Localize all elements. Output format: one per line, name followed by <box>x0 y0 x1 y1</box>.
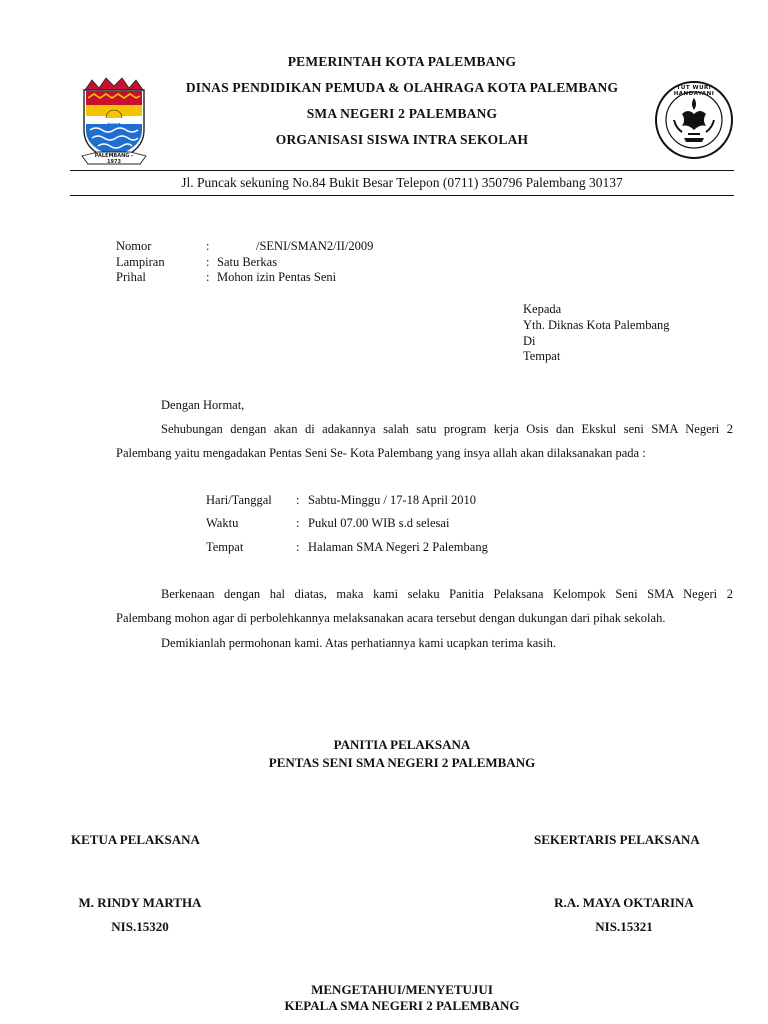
header-organization: ORGANISASI SISWA INTRA SEKOLAH <box>275 132 529 147</box>
approval-title: MENGETAHUI/MENYETUJUI <box>311 982 493 997</box>
lampiran-value: Satu Berkas <box>217 255 278 269</box>
detail-value-place: Halaman SMA Negeri 2 Palembang <box>308 540 488 554</box>
paragraph-2-line-1: Berkenaan dengan hal diatas, maka kami selaku Panitia Pelaksana Kelompok Seni SMA Negeri 2 <box>161 587 733 601</box>
header-school: SMA NEGERI 2 PALEMBANG <box>306 106 498 121</box>
lampiran-colon: : <box>206 255 210 269</box>
right-signatory-title: SEKERTARIS PELAKSANA <box>534 832 700 847</box>
detail-value-time: Pukul 07.00 WIB s.d selesai <box>308 516 450 530</box>
right-signatory-name: R.A. MAYA OKTARINA <box>554 895 694 910</box>
greeting: Dengan Hormat, <box>161 398 245 412</box>
recipient-tempat: Tempat <box>523 349 561 363</box>
logo-arc-text: TUT WURI HANDAYANI <box>673 85 715 97</box>
nomor-colon: : <box>206 239 210 253</box>
header-department: DINAS PENDIDIKAN PEMUDA & OLAHRAGA KOTA PALEMBANG <box>185 80 619 95</box>
detail-label-date: Hari/Tanggal <box>206 493 272 507</box>
left-signatory-title: KETUA PELAKSANA <box>71 832 200 847</box>
left-signatory-nis: NIS.15320 <box>111 919 169 934</box>
crest-ribbon-text: PALEMBANG - 1973 <box>94 153 134 165</box>
closing: Demikianlah permohonan kami. Atas perhatiannya kami ucapkan terima kasih. <box>161 636 557 650</box>
committee-title: PANITIA PELAKSANA <box>333 737 471 752</box>
right-signatory-nis: NIS.15321 <box>595 919 653 934</box>
recipient-kepada: Kepada <box>523 302 562 316</box>
lampiran-label: Lampiran <box>116 255 165 269</box>
detail-colon-date: : <box>296 493 300 507</box>
header-address: Jl. Puncak sekuning No.84 Bukit Besar Telepon (0711) 350796 Palembang 30137 <box>181 175 623 190</box>
header-government: PEMERINTAH KOTA PALEMBANG <box>287 54 517 69</box>
committee-subtitle: PENTAS SENI SMA NEGERI 2 PALEMBANG <box>268 755 536 770</box>
paragraph-2-line-2: Palembang mohon agar di perbolehkannya melaksanakan acara tersebut dengan dukungan dari pihak sekolah. <box>116 611 666 625</box>
detail-colon-time: : <box>296 516 300 530</box>
recipient-name: Yth. Diknas Kota Palembang <box>523 318 670 332</box>
detail-label-time: Waktu <box>206 516 239 530</box>
detail-value-date: Sabtu-Minggu / 17-18 April 2010 <box>308 493 477 507</box>
nomor-label: Nomor <box>116 239 152 253</box>
approval-subtitle: KEPALA SMA NEGERI 2 PALEMBANG <box>284 998 520 1013</box>
detail-label-place: Tempat <box>206 540 244 554</box>
header-rule-bottom <box>70 195 734 196</box>
left-signatory-name: M. RINDY MARTHA <box>78 895 202 910</box>
header-rule-top <box>70 170 734 171</box>
prihal-colon: : <box>206 270 210 284</box>
paragraph-1-line-1: Sehubungan dengan akan di adakannya salah satu program kerja Osis dan Ekskul seni SMA Negeri 2 <box>161 422 733 436</box>
recipient-di: Di <box>523 334 536 348</box>
detail-colon-place: : <box>296 540 300 554</box>
prihal-label: Prihal <box>116 270 146 284</box>
paragraph-1-line-2: Palembang yaitu mengadakan Pentas Seni Se- Kota Palembang yang insya allah akan dilaksanakan pada : <box>116 446 646 460</box>
nomor-value: /SENI/SMAN2/II/2009 <box>256 239 374 253</box>
prihal-value: Mohon izin Pentas Seni <box>217 270 337 284</box>
